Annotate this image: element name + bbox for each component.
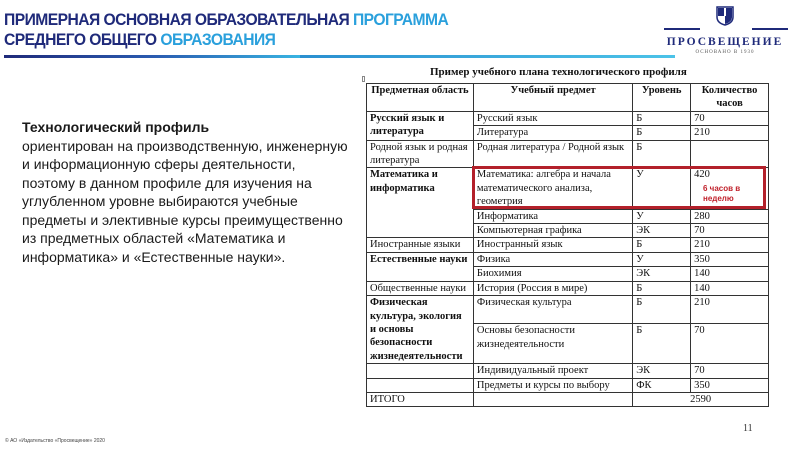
subject-cell: История (Россия в мире) [473, 281, 632, 295]
table-header-row [367, 84, 769, 112]
subject-cell: Русский язык [473, 111, 632, 125]
hours-cell: 140 [691, 281, 769, 295]
copyright: © АО «Издательство «Просвещение» 2020 [5, 438, 105, 444]
logo-line-left [664, 28, 700, 30]
header-hours: Количество часов [691, 84, 769, 112]
hours-cell: 420 [691, 168, 769, 209]
level-cell: У [633, 252, 691, 266]
title-line-2: СРЕДНЕГО ОБЩЕГО ОБРАЗОВАНИЯ [4, 30, 276, 49]
area-cell: Иностранные языки [367, 238, 474, 252]
level-cell: Б [633, 111, 691, 125]
table-row [367, 111, 769, 125]
subject-cell: Информатика [473, 209, 632, 223]
header-area: Предметная область [367, 84, 474, 112]
area-cell: Физическая культура, экология и основы безопасности жизнедеятельности [367, 296, 474, 364]
page-number: 11 [743, 423, 753, 434]
level-cell: ЭК [633, 267, 691, 281]
area-cell: Общественные науки [367, 281, 474, 295]
subject-cell: Литература [473, 126, 632, 140]
subject-cell: Индивидуальный проект [473, 364, 632, 378]
level-cell: У [633, 209, 691, 223]
level-cell: Б [633, 281, 691, 295]
area-cell: Естественные науки [367, 252, 474, 281]
subject-cell: Компьютерная графика [473, 224, 632, 238]
curriculum-table [366, 83, 769, 407]
title-line-1: ПРИМЕРНАЯ ОСНОВНАЯ ОБРАЗОВАТЕЛЬНАЯ ПРОГРАММА [4, 10, 449, 29]
level-cell: Б [633, 324, 691, 364]
logo-line-right [752, 28, 788, 30]
subject-cell: Биохимия [473, 267, 632, 281]
table-total-row [367, 392, 769, 406]
publisher-logo [660, 6, 790, 55]
title-underline [4, 55, 304, 58]
table-row [367, 296, 769, 324]
hours-cell: 280 [691, 209, 769, 223]
area-cell [367, 364, 474, 378]
hours-cell: 350 [691, 378, 769, 392]
subject-cell: Иностранный язык [473, 238, 632, 252]
profile-heading: Технологический профиль [22, 119, 210, 135]
shield-icon [716, 6, 734, 26]
logo-name: ПРОСВЕЩЕНИЕ [666, 36, 784, 48]
hours-cell: 210 [691, 296, 769, 324]
hours-cell: 70 [691, 111, 769, 125]
hours-cell: 70 [691, 224, 769, 238]
profile-description [22, 118, 352, 266]
page-title [4, 10, 448, 50]
area-cell [367, 378, 474, 392]
level-cell: Б [633, 238, 691, 252]
area-cell: Математика и информатика [367, 168, 474, 238]
total-label: ИТОГО [367, 392, 474, 406]
hours-cell [691, 140, 769, 168]
profile-text: ориентирован на производственную, инженерную и информационную сферы деятельности, поэтому в данном профиле для изучения на углубленном уровне выбираются учебные предметы и элективные курсы преимущественно из предметных областей «Математика и информатика» и «Естественные науки». [22, 137, 348, 265]
logo-founded: ОСНОВАНО В 1930 [695, 50, 755, 55]
table-anchor-marker [362, 76, 365, 82]
table-row [367, 378, 769, 392]
level-cell: Б [633, 140, 691, 168]
area-cell: Родной язык и родная литература [367, 140, 474, 168]
level-cell: ЭК [633, 224, 691, 238]
hours-cell: 350 [691, 252, 769, 266]
subject-cell: Родная литература / Родной язык [473, 140, 632, 168]
hours-per-week-note: 6 часов в неделю [703, 184, 741, 203]
level-cell: Б [633, 296, 691, 324]
hours-cell: 70 [691, 324, 769, 364]
subject-cell: Основы безопасности жизнедеятельности [473, 324, 632, 364]
subject-cell: Математика: алгебра и начала математического анализа, геометрия [473, 168, 632, 209]
title-underline-accent [300, 55, 675, 58]
total-value: 2590 [633, 392, 769, 406]
table-row [367, 281, 769, 295]
area-cell: Русский язык и литература [367, 111, 474, 140]
level-cell: Б [633, 126, 691, 140]
header-subject: Учебный предмет [473, 84, 632, 112]
hours-cell: 210 [691, 238, 769, 252]
level-cell: ЭК [633, 364, 691, 378]
table-row [367, 252, 769, 266]
level-cell: ФК [633, 378, 691, 392]
header-level: Уровень [633, 84, 691, 112]
level-cell: У [633, 168, 691, 209]
table-row [367, 364, 769, 378]
total-empty [473, 392, 632, 406]
hours-cell: 70 [691, 364, 769, 378]
hours-cell: 210 [691, 126, 769, 140]
table-row [367, 238, 769, 252]
table-row [367, 140, 769, 168]
hours-cell: 140 [691, 267, 769, 281]
subject-cell: Физическая культура [473, 296, 632, 324]
table-title: Пример учебного плана технологического профиля [430, 66, 687, 78]
subject-cell: Физика [473, 252, 632, 266]
subject-cell: Предметы и курсы по выбору [473, 378, 632, 392]
